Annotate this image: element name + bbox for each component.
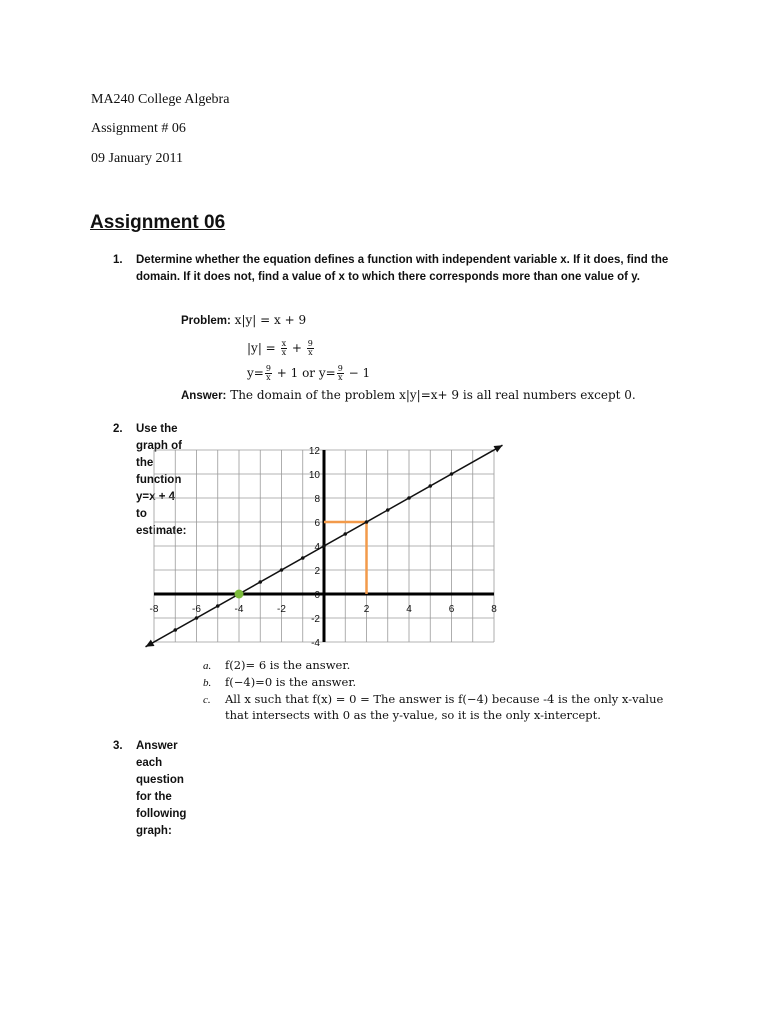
data-point xyxy=(365,520,369,524)
answer-text: The domain of the problem x|y|=x+ 9 is all real numbers except 0. xyxy=(230,388,636,402)
x-tick-label: 6 xyxy=(448,604,455,615)
question-1-number: 1. xyxy=(113,254,123,266)
x-tick-label: 4 xyxy=(406,604,412,615)
question-3-text: Answer each question for the following graph: xyxy=(136,740,187,837)
fraction-x-over-x: $\frac{x}{x}$ xyxy=(281,339,287,357)
answer-c xyxy=(203,691,664,722)
question-2-text: Use the graph of the function y=x + 4 to estimate: xyxy=(136,423,187,537)
step-2-c: − 1 xyxy=(348,366,371,380)
answer-b-marker: b. xyxy=(203,677,212,689)
data-point xyxy=(450,472,454,476)
y-tick-label: 12 xyxy=(308,446,320,457)
y-tick-label: 4 xyxy=(314,542,320,553)
problem-label: Problem: xyxy=(181,315,231,327)
data-point xyxy=(386,508,390,512)
step-2-a: y= xyxy=(247,366,264,380)
y-tick-label: 2 xyxy=(314,566,320,577)
assignment-date: 09 January 2011 xyxy=(91,151,184,166)
x-tick-label: 8 xyxy=(491,604,497,615)
question-3-number: 3. xyxy=(113,740,123,752)
step-1-plus: + xyxy=(291,341,302,355)
data-point xyxy=(407,496,411,500)
fraction-9-over-x: $\frac{9}{x}$ xyxy=(307,339,313,357)
y-tick-label: -4 xyxy=(311,638,320,649)
data-point xyxy=(301,556,305,560)
data-point xyxy=(258,580,262,584)
data-point xyxy=(173,628,177,632)
answer-b-text: f(−4)=0 is the answer. xyxy=(225,675,357,689)
course-name: MA240 College Algebra xyxy=(91,92,230,107)
y-tick-label: 6 xyxy=(314,518,320,529)
fraction-9-over-x-a: $\frac{9}{x}$ xyxy=(265,364,271,382)
x-tick-label: 2 xyxy=(363,604,370,615)
answer-b xyxy=(203,674,357,691)
answer-c-marker: c. xyxy=(203,694,211,706)
y-tick-label: 0 xyxy=(314,590,320,601)
answer-c-text: All x such that f(x) = 0 = The answer is f(−4) because -4 is the only x-value that intersects with 0 as the y-value, so it is the only x-intercept. xyxy=(225,692,664,722)
problem-equation: x|y| = x + 9 xyxy=(234,313,307,327)
x-intercept-point xyxy=(235,590,244,599)
fraction-9-over-x-b: $\frac{9}{x}$ xyxy=(337,364,343,382)
answer-a xyxy=(203,657,351,674)
data-point xyxy=(216,604,220,608)
data-point xyxy=(428,484,432,488)
question-1-text: Determine whether the equation defines a function with independent variable x. If it does, find the domain. If it does not, find a value of x to which there corresponds more than one value of y. xyxy=(136,254,669,283)
data-point xyxy=(322,544,326,548)
x-tick-label: -8 xyxy=(149,604,159,615)
question-2-number: 2. xyxy=(113,423,123,435)
data-point xyxy=(280,568,284,572)
x-tick-label: -6 xyxy=(192,604,201,615)
answer-label: Answer: xyxy=(181,390,227,402)
answer-a-text: f(2)= 6 is the answer. xyxy=(225,658,351,672)
data-point xyxy=(195,616,199,620)
step-2-b: + 1 or y= xyxy=(276,366,336,380)
y-tick-label: 10 xyxy=(308,470,320,481)
x-tick-label: -2 xyxy=(277,604,286,615)
y-tick-label: -2 xyxy=(311,614,320,625)
y-tick-label: 8 xyxy=(314,494,320,505)
assignment-number: Assignment # 06 xyxy=(91,121,186,136)
x-tick-label: -4 xyxy=(234,604,244,615)
page-title: Assignment 06 xyxy=(90,212,226,233)
data-point xyxy=(343,532,347,536)
step-1-left: |y| = xyxy=(247,341,276,355)
answer-a-marker: a. xyxy=(203,660,212,672)
